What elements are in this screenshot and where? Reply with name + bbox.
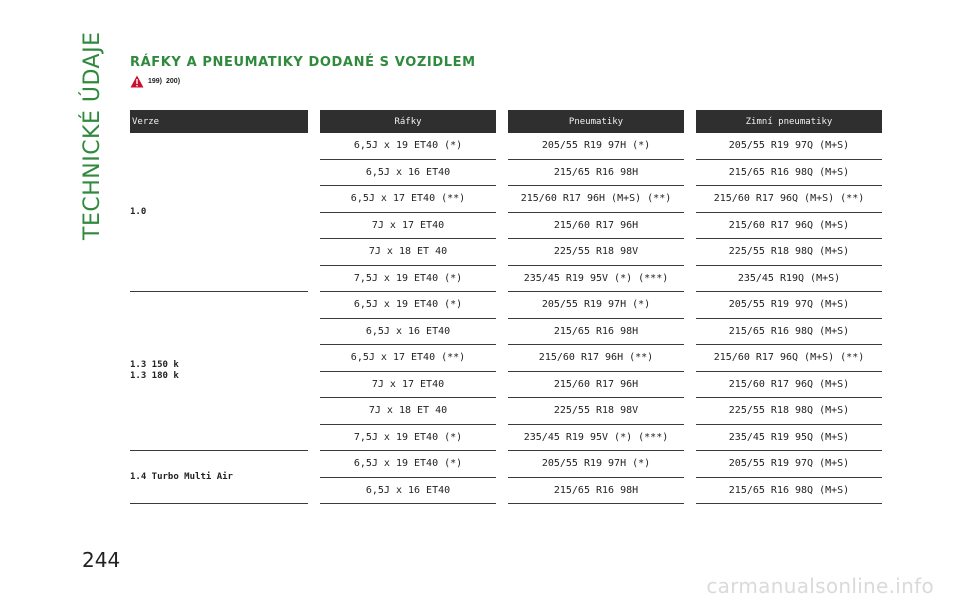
- rim-cell: 6,5J x 16 ET40: [314, 477, 502, 504]
- header-winter-tyres: Zimní pneumatiky: [690, 110, 882, 133]
- table-header-row: [130, 110, 882, 133]
- version-label: 1.4 Turbo Multi Air: [130, 471, 233, 482]
- warning-triangle-icon: [130, 75, 144, 88]
- winter-tyre-cell: 235/45 R19 95Q (M+S): [690, 424, 882, 451]
- page-number: 244: [82, 548, 121, 572]
- side-section-title: TECHNICKÉ ÚDAJE: [80, 31, 105, 240]
- rim-cell: 7J x 18 ET 40: [314, 398, 502, 425]
- tyre-cell: 215/60 R17 96H (**): [502, 345, 690, 372]
- warning-ref[interactable]: 200): [166, 77, 181, 85]
- version-label: 1.0: [130, 206, 147, 217]
- table-row: [130, 133, 882, 159]
- rim-cell: 7,5J x 19 ET40 (*): [314, 265, 502, 292]
- version-cell: [130, 133, 314, 292]
- tyre-cell: 235/45 R19 95V (*) (***): [502, 424, 690, 451]
- rim-cell: 6,5J x 16 ET40: [314, 318, 502, 345]
- watermark: carmanualsonline.info: [706, 574, 934, 598]
- winter-tyre-cell: 215/60 R17 96Q (M+S): [690, 212, 882, 239]
- winter-tyre-cell: 215/60 R17 96Q (M+S) (**): [690, 345, 882, 372]
- rim-cell: 7J x 18 ET 40: [314, 239, 502, 266]
- winter-tyre-cell: 205/55 R19 97Q (M+S): [690, 451, 882, 478]
- winter-tyre-cell: 225/55 R18 98Q (M+S): [690, 398, 882, 425]
- rim-cell: 6,5J x 19 ET40 (*): [314, 451, 502, 478]
- rim-cell: 7J x 17 ET40: [314, 371, 502, 398]
- winter-tyre-cell: 205/55 R19 97Q (M+S): [690, 133, 882, 159]
- winter-tyre-cell: 215/60 R17 96Q (M+S): [690, 371, 882, 398]
- version-label: 1.3 150 k: [130, 360, 179, 370]
- tyre-cell: 205/55 R19 97H (*): [502, 133, 690, 159]
- winter-tyre-cell: 225/55 R18 98Q (M+S): [690, 239, 882, 266]
- winter-tyre-cell: 215/60 R17 96Q (M+S) (**): [690, 186, 882, 213]
- winter-tyre-cell: 235/45 R19Q (M+S): [690, 265, 882, 292]
- winter-tyre-cell: 215/65 R16 98Q (M+S): [690, 477, 882, 504]
- rim-cell: 6,5J x 19 ET40 (*): [314, 133, 502, 159]
- tyre-cell: 215/60 R17 96H (M+S) (**): [502, 186, 690, 213]
- tyre-cell: 215/65 R16 98H: [502, 159, 690, 186]
- tyre-cell: 205/55 R19 97H (*): [502, 451, 690, 478]
- section-title: RÁFKY A PNEUMATIKY DODANÉ S VOZIDLEM: [130, 55, 476, 70]
- rim-cell: 6,5J x 16 ET40: [314, 159, 502, 186]
- tyre-cell: 215/60 R17 96H: [502, 371, 690, 398]
- winter-tyre-cell: 205/55 R19 97Q (M+S): [690, 292, 882, 319]
- tyre-cell: 225/55 R18 98V: [502, 239, 690, 266]
- header-tyres: Pneumatiky: [502, 110, 690, 133]
- tyre-cell: 225/55 R18 98V: [502, 398, 690, 425]
- version-cell: [130, 292, 314, 451]
- winter-tyre-cell: 215/65 R16 98Q (M+S): [690, 159, 882, 186]
- wheels-tyres-table: [130, 110, 882, 504]
- rim-cell: 6,5J x 19 ET40 (*): [314, 292, 502, 319]
- tyre-cell: 205/55 R19 97H (*): [502, 292, 690, 319]
- tyre-cell: 215/65 R16 98H: [502, 477, 690, 504]
- header-version: Verze: [130, 110, 314, 133]
- tyre-cell: 215/60 R17 96H: [502, 212, 690, 239]
- version-label: 1.3 180 k: [130, 371, 179, 381]
- winter-tyre-cell: 215/65 R16 98Q (M+S): [690, 318, 882, 345]
- rim-cell: 7J x 17 ET40: [314, 212, 502, 239]
- warning-references: [130, 74, 180, 88]
- rim-cell: 7,5J x 19 ET40 (*): [314, 424, 502, 451]
- rim-cell: 6,5J x 17 ET40 (**): [314, 186, 502, 213]
- header-rims: Ráfky: [314, 110, 502, 133]
- rim-cell: 6,5J x 17 ET40 (**): [314, 345, 502, 372]
- version-cell: [130, 451, 314, 504]
- warning-ref[interactable]: 199): [148, 77, 163, 85]
- table-row: [130, 292, 882, 319]
- tyre-cell: 235/45 R19 95V (*) (***): [502, 265, 690, 292]
- table-row: [130, 451, 882, 478]
- tyre-cell: 215/65 R16 98H: [502, 318, 690, 345]
- table-body: [130, 133, 882, 504]
